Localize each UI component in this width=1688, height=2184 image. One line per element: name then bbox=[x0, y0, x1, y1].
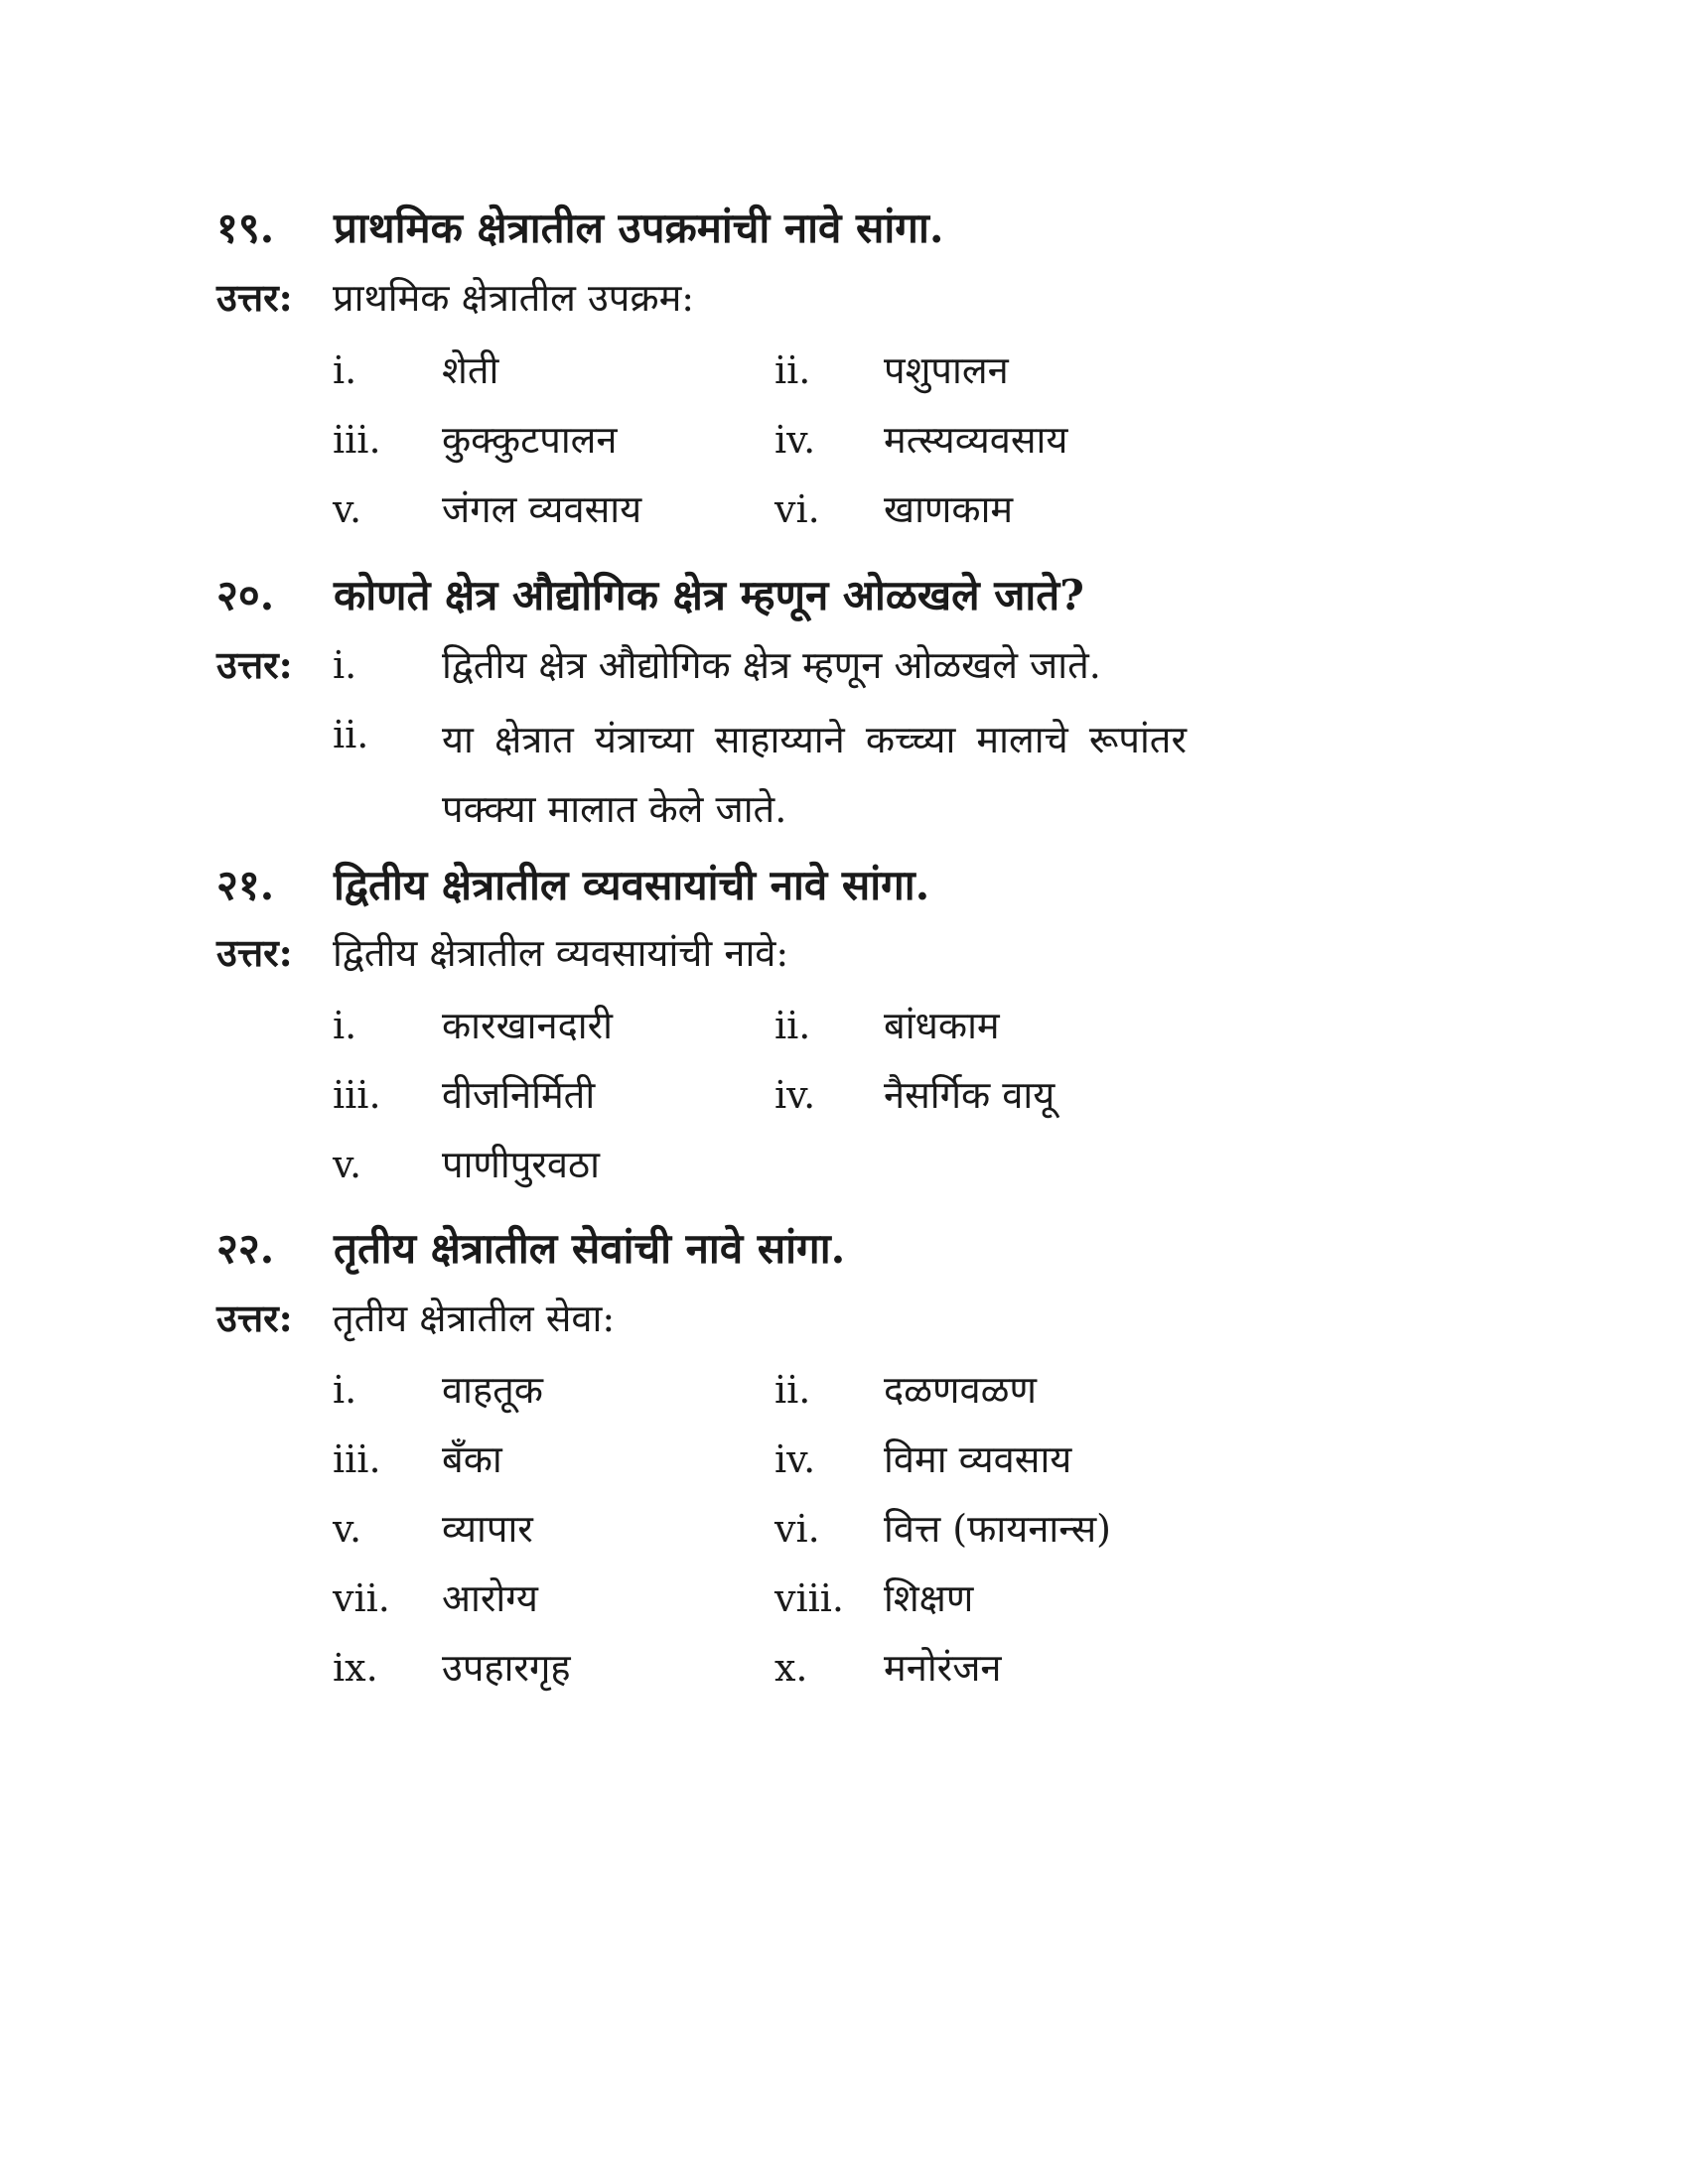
list-item: vi. वित्त (फायनान्स) bbox=[774, 1507, 1111, 1551]
question-number: २२. bbox=[216, 1224, 275, 1273]
list-item: v. पाणीपुरवठा bbox=[333, 1143, 600, 1186]
list-item: iii. कुक्कुटपालन bbox=[333, 418, 618, 462]
answer-intro: प्राथमिक क्षेत्रातील उपक्रम: bbox=[333, 276, 695, 320]
list-item: iii. बँका bbox=[333, 1437, 502, 1481]
list-item: i. कारखानदारी bbox=[333, 1004, 613, 1047]
question-number: २१. bbox=[216, 861, 275, 909]
point-roman: i. bbox=[333, 643, 357, 687]
list-item: iii. वीजनिर्मिती bbox=[333, 1073, 596, 1117]
list-item: iv. मत्स्यव्यवसाय bbox=[774, 418, 1068, 462]
question-19-heading bbox=[216, 199, 943, 258]
question-text: तृतीय क्षेत्रातील सेवांची नावे सांगा. bbox=[334, 1224, 846, 1273]
list-item: viii. शिक्षण bbox=[774, 1576, 974, 1620]
point-text: या क्षेत्रात यंत्राच्या साहाय्याने कच्च्या मालाचे रूपांतर पक्क्या मालात केले जाते. bbox=[442, 718, 1187, 831]
answer-label: उत्तर: bbox=[216, 1296, 293, 1340]
list-item: i. शेती bbox=[333, 348, 499, 392]
question-number: १९. bbox=[216, 204, 275, 252]
list-item: ii. दळणवळण bbox=[774, 1368, 1038, 1412]
list-item: v. व्यापार bbox=[333, 1507, 533, 1551]
question-text: द्वितीय क्षेत्रातील व्यवसायांची नावे सांगा. bbox=[334, 861, 930, 909]
list-item: iv. नैसर्गिक वायू bbox=[774, 1073, 1055, 1117]
list-item: iv. विमा व्यवसाय bbox=[774, 1437, 1072, 1481]
question-number: २०. bbox=[216, 571, 275, 619]
list-item: v. जंगल व्यवसाय bbox=[333, 487, 642, 531]
list-item: vii. आरोग्य bbox=[333, 1576, 538, 1620]
answer-label: उत्तर: bbox=[216, 930, 293, 975]
question-text: कोणते क्षेत्र औद्योगिक क्षेत्र म्हणून ओळखले जाते? bbox=[334, 571, 1084, 619]
list-item: i. वाहतूक bbox=[333, 1368, 543, 1412]
list-item: x. मनोरंजन bbox=[774, 1646, 1002, 1690]
point-roman: ii. bbox=[333, 713, 369, 756]
list-item: ii. बांधकाम bbox=[774, 1004, 1000, 1047]
list-item: vi. खाणकाम bbox=[774, 487, 1014, 531]
answer-intro: द्वितीय क्षेत्रातील व्यवसायांची नावे: bbox=[333, 931, 789, 975]
answer-intro: तृतीय क्षेत्रातील सेवा: bbox=[333, 1297, 616, 1340]
answer-label: उत्तर: bbox=[216, 275, 293, 320]
question-20-heading bbox=[216, 566, 1084, 625]
answer-label: उत्तर: bbox=[216, 642, 293, 687]
question-text: प्राथमिक क्षेत्रातील उपक्रमांची नावे सांगा. bbox=[334, 204, 944, 252]
point-text: द्वितीय क्षेत्र औद्योगिक क्षेत्र म्हणून ओळखले जाते. bbox=[442, 643, 1101, 687]
list-item: ii. पशुपालन bbox=[774, 348, 1009, 392]
question-21-heading bbox=[216, 856, 929, 915]
list-item: ix. उपहारगृह bbox=[333, 1646, 571, 1690]
question-22-heading bbox=[216, 1219, 845, 1279]
